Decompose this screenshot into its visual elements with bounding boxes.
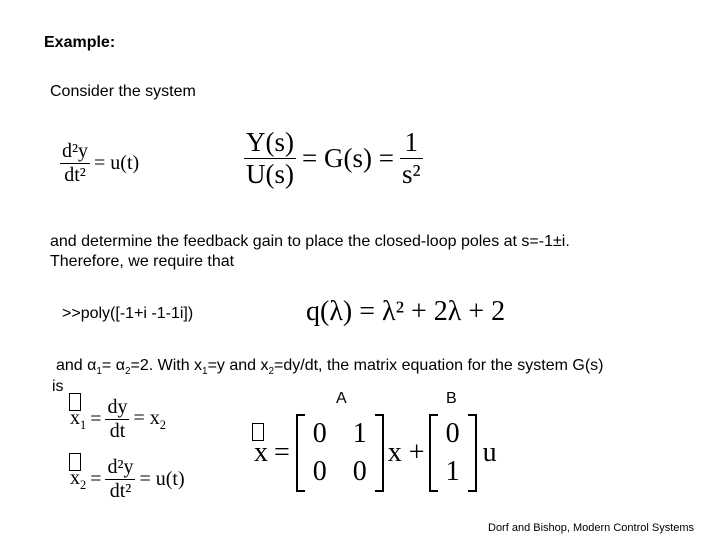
state2-numerator: d²y <box>107 456 134 478</box>
state-var-1: $x_1$ <box>70 407 86 433</box>
paragraph-line-1: and determine the feedback gain to place the closed-loop poles at s=-1±i. <box>50 233 570 250</box>
broken-glyph-icon <box>252 423 264 441</box>
matrix-a-cell: 0 <box>352 456 367 487</box>
paragraph-3: and $\alpha_1= \alpha_2=2$. With $x_1=y$ and $x_2=dy/dt$, the matrix equation for the system G(s) <box>56 357 604 378</box>
tf-numerator: Y(s) <box>246 127 294 157</box>
paragraph-3-line-2: is <box>52 378 64 395</box>
state1-numerator: dy <box>107 396 128 418</box>
paragraph-line-2: Therefore, we require that <box>50 253 235 270</box>
matrix-a-cell: 1 <box>352 418 367 449</box>
intro-text: Consider the system <box>50 83 196 100</box>
matrix-label-a: A <box>336 390 347 407</box>
broken-glyph-icon <box>69 393 81 411</box>
equation-transfer-function <box>244 127 423 190</box>
state2-denominator: dt² <box>109 480 132 502</box>
broken-glyph-icon <box>69 453 81 471</box>
matrix-lhs: x <box>254 437 268 469</box>
state-var-2: $x_2$ <box>70 467 86 493</box>
tf-middle: = G(s) = <box>302 143 394 173</box>
state-equation-2: $x_2$ = $\frac{\text{d²y}}{\text{dt²}}$ = u(t) <box>70 456 185 503</box>
state-equation-1: $x_1$ = $\frac{dy}{dt}$ = $x_2$ <box>70 396 166 443</box>
state1-denominator: dt <box>109 420 126 442</box>
matrix-b-cell: 1 <box>445 456 460 487</box>
ode-denominator: dt² <box>64 164 86 186</box>
characteristic-polynomial: q(λ) = λ² + 2λ + 2 <box>306 296 506 327</box>
matrix-b <box>429 414 477 492</box>
heading: Example: <box>44 34 116 51</box>
ode-rhs: = u(t) <box>94 152 140 174</box>
matrix-a-cell: 0 <box>312 418 327 449</box>
matrix-a <box>296 414 384 492</box>
matrix-a-cell: 0 <box>312 456 327 487</box>
matrix-label-b: B <box>446 390 457 407</box>
tf-denominator-2: s² <box>401 159 421 189</box>
citation-footer: Dorf and Bishop, Modern Control Systems <box>488 522 695 534</box>
matlab-command: >>poly([-1+i -1-1i]) <box>62 305 194 322</box>
tf-numerator-2: 1 <box>404 127 418 157</box>
matrix-b-cell: 0 <box>445 418 460 449</box>
equation-ode <box>60 140 139 187</box>
tf-denominator: U(s) <box>246 159 294 189</box>
matrix-state-equation: x = 0 1 0 0 x + 0 1 u <box>254 414 497 492</box>
ode-numerator: d²y <box>62 140 88 162</box>
